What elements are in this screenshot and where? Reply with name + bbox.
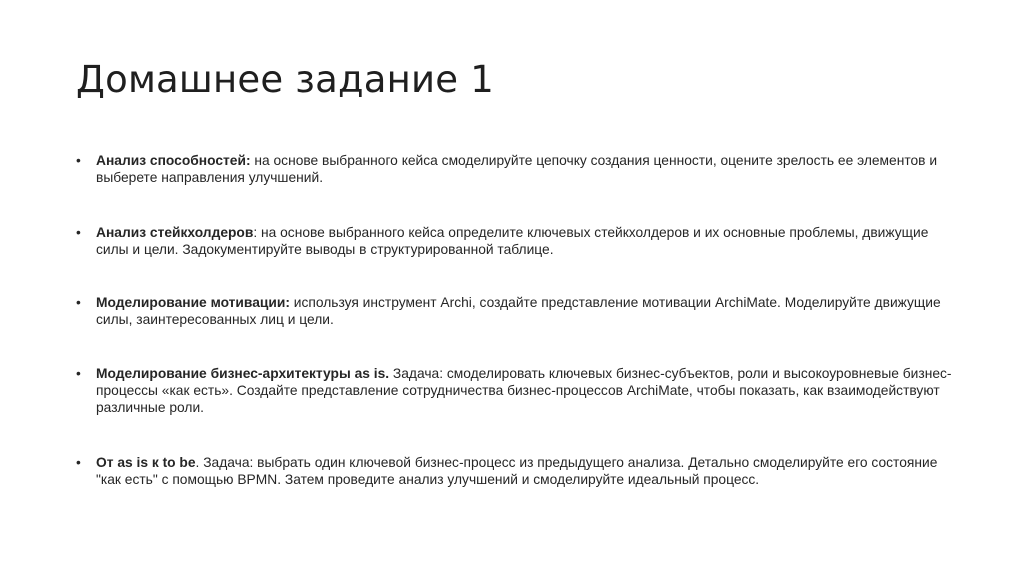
bullet-heading: От as is к to be bbox=[96, 455, 196, 470]
bullet-heading: Анализ стейкхолдеров bbox=[96, 225, 254, 240]
bullet-body: . Задача: выбрать один ключевой бизнес-процесс из предыдущего анализа. Детально смоделируйте его состояние "как есть" с помощью BPMN. Затем проведите анализ улучшений и смоделируйте идеальный процесс. bbox=[96, 455, 938, 487]
bullet-body: на основе выбранного кейса смоделируйте цепочку создания ценности, оцените зрелость ее элементов и выберете направления улучшений. bbox=[96, 153, 938, 185]
bullet-text bbox=[96, 365, 956, 416]
bullet-text bbox=[96, 224, 956, 258]
slide-title: Домашнее задание 1 bbox=[76, 58, 494, 101]
bullet-text bbox=[96, 454, 956, 488]
bullet-dot-icon: • bbox=[76, 455, 81, 470]
bullet-heading: Моделирование бизнес-архитектуры as is. bbox=[96, 366, 390, 381]
bullet-dot-icon: • bbox=[76, 225, 81, 240]
bullet-dot-icon: • bbox=[76, 153, 81, 168]
bullet-dot-icon: • bbox=[76, 366, 81, 381]
bullet-item-motivation bbox=[76, 294, 956, 328]
bullet-item-capabilities bbox=[76, 152, 956, 186]
bullet-item-stakeholders bbox=[76, 224, 956, 258]
bullet-item-as-is-to-be bbox=[76, 454, 956, 488]
bullet-body: : на основе выбранного кейса определите ключевых стейкхолдеров и их основные проблемы, движущие силы и цели. Задокументируйте выводы в структурированной таблице. bbox=[96, 225, 929, 257]
bullet-heading: Моделирование мотивации: bbox=[96, 295, 290, 310]
bullet-body: используя инструмент Archi, создайте представление мотивации ArchiMate. Моделируйте движущие силы, заинтересованных лиц и цели. bbox=[96, 295, 941, 327]
bullet-text bbox=[96, 294, 956, 328]
bullet-body: Задача: смоделировать ключевых бизнес-субъектов, роли и высокоуровневые бизнес-процессы «как есть». Создайте представление сотрудничества бизнес-процессов ArchiMate, чтобы показать, как взаимодействуют различные роли. bbox=[96, 366, 952, 415]
bullet-text bbox=[96, 152, 956, 186]
bullet-heading: Анализ способностей: bbox=[96, 153, 251, 168]
bullet-item-business-architecture bbox=[76, 365, 956, 416]
bullet-dot-icon: • bbox=[76, 295, 81, 310]
